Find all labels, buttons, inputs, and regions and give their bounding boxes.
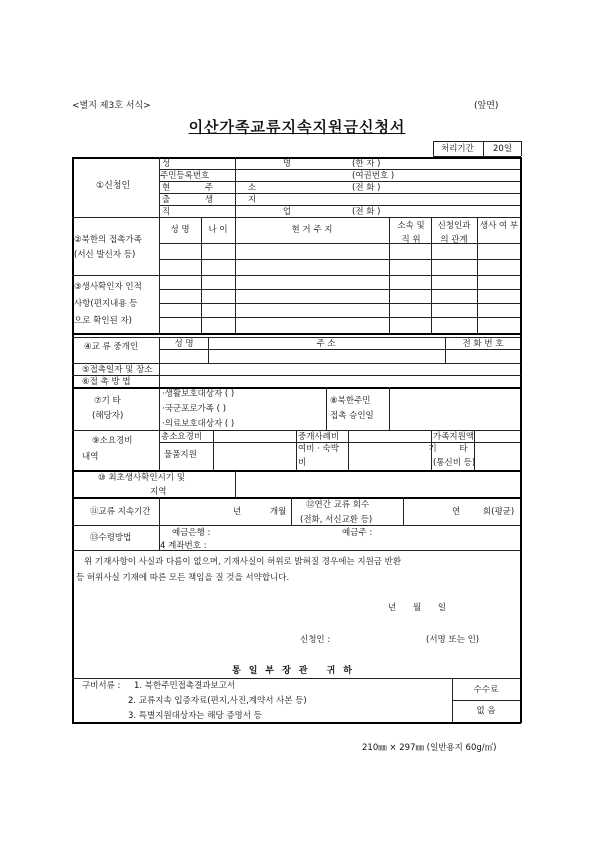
intermediary-address-label: 주 소 (316, 339, 336, 349)
cost-total-label: 총소요경비 (161, 432, 203, 442)
annual-label-2: (전화, 서신교환 등) (300, 515, 373, 525)
applicant-section-label: ①신청인 (96, 181, 131, 191)
others-label-2: (해당자) (92, 411, 124, 421)
fee-value: 없 음 (476, 706, 496, 716)
col-affiliation: 소속 및 직 위 (397, 221, 425, 245)
applicant-name-label: 성 명 (162, 159, 347, 169)
page-title: 이산가족교류지속지원금신청서 (188, 118, 406, 136)
first-survival-label-2: 지역 (150, 487, 167, 497)
cost-goods-label: 물품지원 (164, 450, 197, 460)
cost-family-support-label: 가족지원액 (433, 432, 475, 442)
applicant-job-phone-label: (전 화 ) (352, 207, 381, 217)
pledge-applicant-label: 신청인 : (300, 635, 331, 645)
cost-label-1: ⑨소요경비 (92, 436, 133, 446)
annual-label-1: ⑫연간 교류 회수 (306, 500, 370, 510)
cost-transport-label-2: 비 (298, 458, 307, 468)
cost-etc-label-2: (통신비 등) (433, 458, 476, 468)
col-age: 나 이 (208, 225, 228, 235)
recipient-label: 통일부장관 귀하 (232, 666, 360, 676)
pledge-line-2: 등 허위사실 기재에 따른 모든 책임을 질 것을 서약합니다. (76, 573, 290, 583)
page-side-label: (앞면) (474, 101, 499, 111)
nk-contact-label-2: (서신 발신자 등) (74, 250, 136, 260)
intermediary-label: ④교 류 중개인 (84, 342, 139, 352)
docs-item-2: 2. 교류지속 입증자료(편지,사진,계약서 사본 등) (128, 696, 307, 706)
receipt-account-label: 4 계좌번호 : (160, 541, 207, 551)
applicant-job-label: 직 업 (162, 207, 347, 217)
contact-method-label: ⑥접 촉 방 법 (82, 377, 131, 387)
col-residence: 현 거 주 지 (291, 225, 333, 235)
nk-contact-label-1: ②북한의 접촉가족 (74, 235, 142, 245)
cost-label-2: 내역 (82, 452, 99, 462)
processing-label: 처리기간 (441, 144, 474, 154)
receipt-label: ⑬수령방법 (90, 533, 132, 543)
applicant-phone-label: (전 화 ) (352, 183, 381, 193)
others-label-1: ⑦기 타 (94, 396, 121, 406)
survival-label-1: ③생사확인자 인적 (74, 282, 142, 292)
cost-etc-label-1: 기 타 (428, 444, 478, 454)
applicant-address-label: 현 주 소 (162, 183, 273, 193)
pledge-date: 년 월 일 (388, 603, 447, 613)
docs-item-1: 1. 북한주민접촉결과보고서 (134, 681, 236, 691)
contact-date-label: ⑤접촉일자 및 장소 (82, 365, 153, 375)
applicant-hanja-label: (한 자 ) (352, 159, 381, 169)
cost-transport-label-1: 여비 · 숙박 (298, 444, 339, 454)
fee-label: 수수료 (473, 685, 499, 695)
pledge-sign-label: (서명 또는 인) (426, 635, 480, 645)
cost-intermediary-label: 중개사례비 (298, 432, 340, 442)
processing-value: 20일 (493, 144, 513, 154)
survival-label-3: 으로 확인된 자) (74, 316, 132, 326)
docs-label: 구비서류 : (82, 681, 121, 691)
annual-unit: 연 회(평균) (452, 507, 515, 517)
pledge-line-1: 위 기재사항이 사실과 다름이 없으며, 기재사실이 허위로 밝혀질 경우에는 지원금 반환 (84, 557, 402, 567)
others-item-2: ·국군포로가족 ( ) (162, 404, 227, 414)
nk-resident-label-2: 접촉 승인일 (330, 411, 374, 421)
nk-resident-label-1: ⑧북한주민 (330, 396, 371, 406)
col-alive: 생사 여 부 (479, 221, 519, 231)
survival-label-2: 사항(편지내용 등 (74, 299, 138, 309)
applicant-passport-label: (여권번호 ) (352, 171, 395, 181)
col-name: 성 명 (170, 225, 190, 235)
intermediary-name-label: 성 명 (174, 339, 194, 349)
paper-size-note: 210㎜ × 297㎜ (일반용지 60g/㎡) (362, 743, 497, 753)
first-survival-label-1: ⑩ 최초생사확인시기 및 (98, 473, 185, 483)
applicant-rrn-label: 주민등록번호 (160, 171, 210, 181)
receipt-bank-label: 예금은행 : (172, 528, 211, 538)
others-item-1: ·생활보호대상자 ( ) (162, 389, 235, 399)
applicant-birthplace-label: 출 생 지 (162, 195, 273, 205)
others-item-3: ·의료보호대상자 ( ) (162, 419, 235, 429)
period-unit: 년 개월 (233, 507, 287, 517)
form-number: <별지 제3호 서식> (72, 101, 151, 111)
docs-item-3: 3. 특별지원대상자는 해당 증명서 등 (128, 711, 262, 721)
intermediary-phone-label: 전 화 번 호 (462, 339, 504, 349)
receipt-holder-label: 예금주 : (342, 528, 373, 538)
period-label: ⑪교류 지속기간 (90, 507, 151, 517)
col-relation: 신청인과 의 관계 (437, 221, 471, 245)
